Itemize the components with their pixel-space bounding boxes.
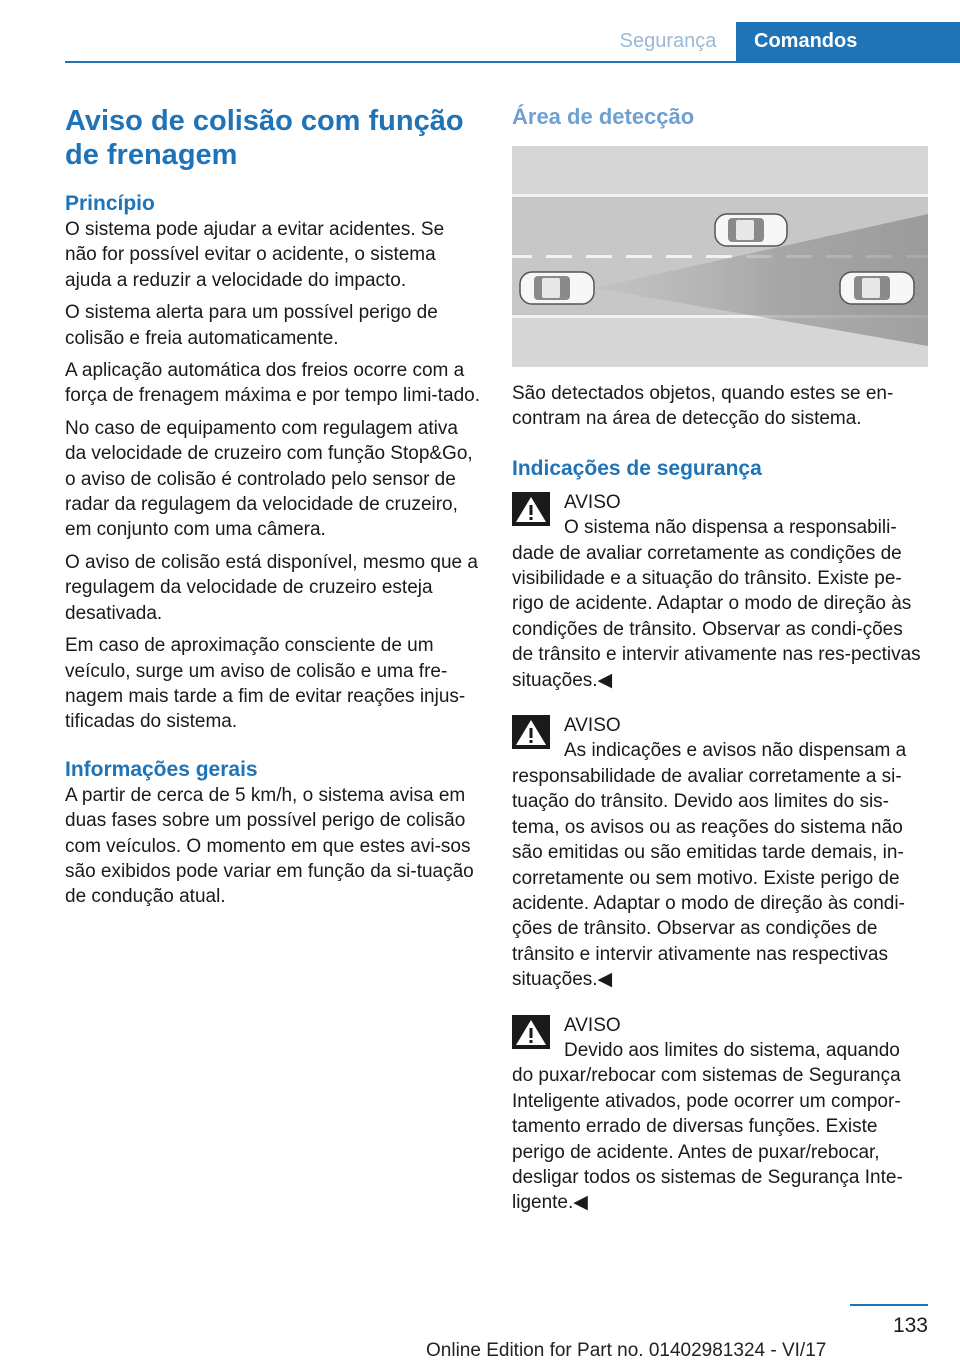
warning-title: AVISO [564, 1014, 621, 1036]
car-ahead-icon [715, 214, 787, 246]
principle-paragraph: Em caso de aproximação consciente de um veículo, surge um aviso de colisão e uma fre-nagem mais tarde a fim de evitar reações injus-tificadas do sistema. [65, 635, 466, 733]
detection-caption: São detectados objetos, quando estes se en-contram na área de detecção do sistema. [512, 383, 894, 430]
car-ahead-same-lane-icon [840, 272, 914, 304]
detection-area-heading: Área de detecção [512, 104, 695, 129]
warning-title: AVISO [564, 715, 621, 737]
principle-paragraph: A aplicação automática dos freios ocorre com a força de frenagem máxima e por tempo limi-tado. [65, 360, 481, 407]
warning-first-line: O sistema não dispensa a responsabili- [564, 517, 897, 539]
detection-area-illustration [512, 146, 928, 367]
warning-first-line: Devido aos limites do sistema, aquando [564, 1039, 900, 1061]
header-rule [65, 61, 960, 63]
right-column [512, 104, 928, 1216]
page-title: Aviso de colisão com função de frenagem [65, 105, 464, 171]
warning-text: dade de avaliar corretamente as condições de visibilidade e a situação do trânsito. Existe pe-rigo de acidente. Adaptar o modo de direção às condições de trânsito. Observar as condi-ções de trânsito e intervir ativamente nas res-pectivas situações.◀ [512, 542, 921, 691]
section-tab: Segurança [619, 30, 717, 52]
warning-block [512, 1013, 928, 1216]
general-info-heading: Informações gerais [65, 757, 258, 781]
warning-triangle-icon [512, 715, 550, 749]
general-info-paragraph: A partir de cerca de 5 km/h, o sistema avisa em duas fases sobre um possível perigo de colisão com veículos. O momento em que estes avi-sos são exibidos pode variar em função da si-tuação de condução atual. [65, 784, 474, 908]
page-number: 133 [892, 1314, 928, 1337]
warning-title: AVISO [564, 491, 621, 513]
chapter-tab: Comandos [736, 22, 960, 61]
footer-rule [850, 1304, 928, 1306]
principle-paragraph: O sistema pode ajudar a evitar acidentes. Se não for possível evitar o acidente, o sistema ajuda a reduzir a velocidade do impacto. [65, 219, 445, 291]
warning-triangle-icon [512, 1015, 550, 1049]
edition-note: Online Edition for Part no. 01402981324 - VI/17 [426, 1340, 827, 1361]
principle-paragraph: No caso de equipamento com regulagem ativa da velocidade de cruzeiro com função Stop&Go, o aviso de colisão é controlado pelo sensor de radar da regulagem da velocidade de cruzeiro, em conjunto com uma câmera. [65, 417, 473, 541]
warning-text: responsabilidade de avaliar corretamente a si-tuação do trânsito. Devido aos limites do sis-tema, os avisos ou as reações do sistema não são emitidas ou são emitidas tarde demais, in-corretamente ou sem motivo. Existe perigo de acidente. Adaptar o modo de direção às condi-ções de trânsito. Observar as condições de trânsito e intervir ativamente nas respectivas situações.◀ [512, 765, 905, 991]
ego-car-icon [520, 272, 594, 304]
warning-block [512, 713, 928, 992]
principle-paragraph: O aviso de colisão está disponível, mesmo que a regulagem da velocidade de cruzeiro esteja desativada. [65, 551, 478, 624]
left-column [65, 104, 480, 910]
detection-area-diagram [512, 146, 928, 367]
warning-text: do puxar/rebocar com sistemas de Segurança Inteligente ativados, pode ocorrer um compor-tamento errado de diversas funções. Existe perigo de acidente. Antes de puxar/rebocar, desligar todos os sistemas de Segurança Inte-ligente.◀ [512, 1065, 903, 1214]
safety-heading: Indicações de segurança [512, 456, 762, 480]
principle-heading: Princípio [65, 192, 155, 215]
page-header [0, 0, 960, 62]
principle-paragraph: O sistema alerta para um possível perigo de colisão e freia automaticamente. [65, 302, 438, 349]
warning-first-line: As indicações e avisos não dispensam a [564, 740, 907, 762]
warning-block [512, 490, 928, 693]
warning-triangle-icon [512, 492, 550, 526]
